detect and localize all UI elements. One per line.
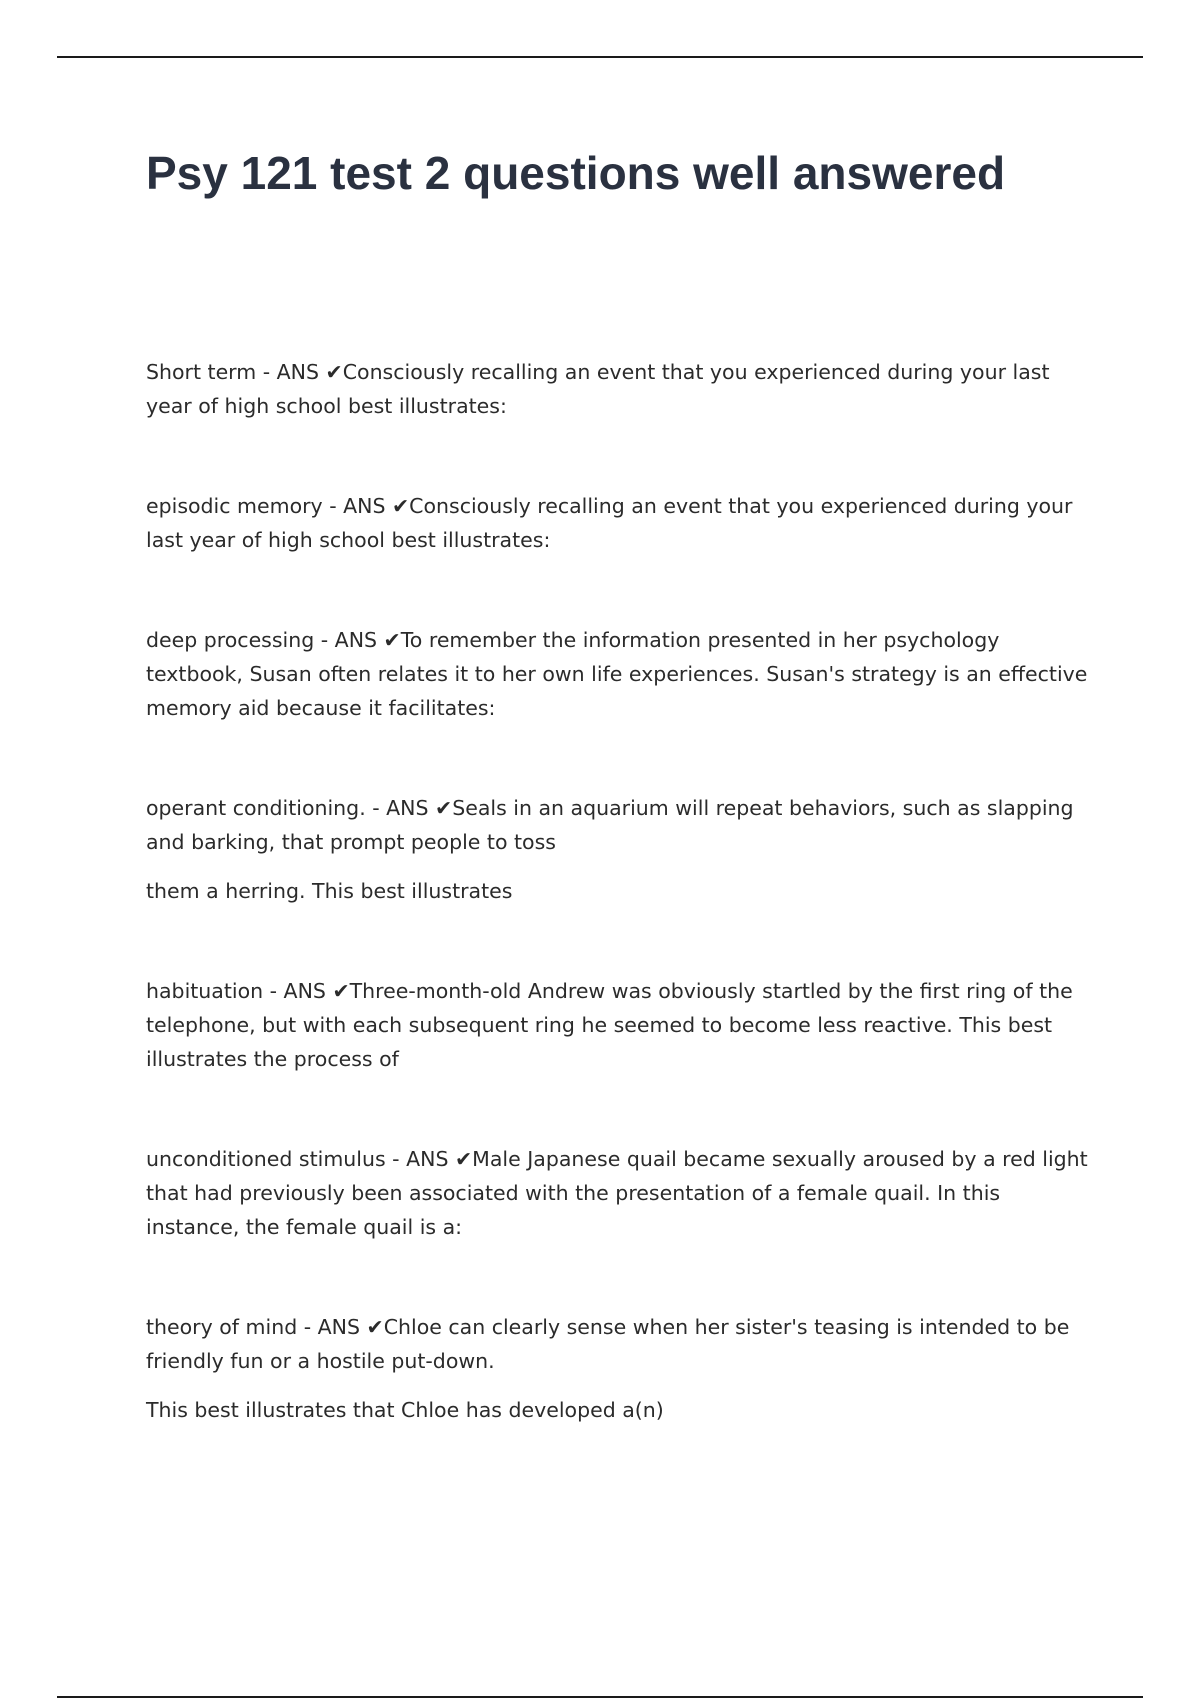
qa-entry-operant-conditioning: operant conditioning. - ANS ✔Seals in an aquarium will repeat behaviors, such as slapping and barking, that prompt people to toss [146, 796, 1074, 854]
top-rule [57, 56, 1143, 58]
qa-entry-operant-conditioning-continued: them a herring. This best illustrates [146, 879, 513, 903]
qa-entry-theory-of-mind: theory of mind - ANS ✔Chloe can clearly sense when her sister's teasing is intended to be friendly fun or a hostile put-down. [146, 1315, 1070, 1373]
document-title: Psy 121 test 2 questions well answered [146, 147, 1006, 199]
bottom-rule [57, 1696, 1143, 1698]
qa-entry-short-term: Short term - ANS ✔Consciously recalling an event that you experienced during your last year of high school best illustrates: [146, 360, 1050, 418]
qa-entry-episodic-memory: episodic memory - ANS ✔Consciously recalling an event that you experienced during your last year of high school best illustrates: [146, 494, 1073, 552]
qa-entry-unconditioned-stimulus: unconditioned stimulus - ANS ✔Male Japanese quail became sexually aroused by a red light that had previously been associated with the presentation of a female quail. In this instance, the female quail is a: [146, 1147, 1088, 1239]
qa-entry-theory-of-mind-continued: This best illustrates that Chloe has developed a(n) [146, 1398, 664, 1422]
qa-entry-habituation: habituation - ANS ✔Three-month-old Andrew was obviously startled by the first ring of the telephone, but with each subsequent ring he seemed to become less reactive. This best illustrates the process of [146, 979, 1073, 1071]
qa-entry-deep-processing: deep processing - ANS ✔To remember the information presented in her psychology textbook, Susan often relates it to her own life experiences. Susan's strategy is an effective memory aid because it facilitates: [146, 628, 1088, 720]
